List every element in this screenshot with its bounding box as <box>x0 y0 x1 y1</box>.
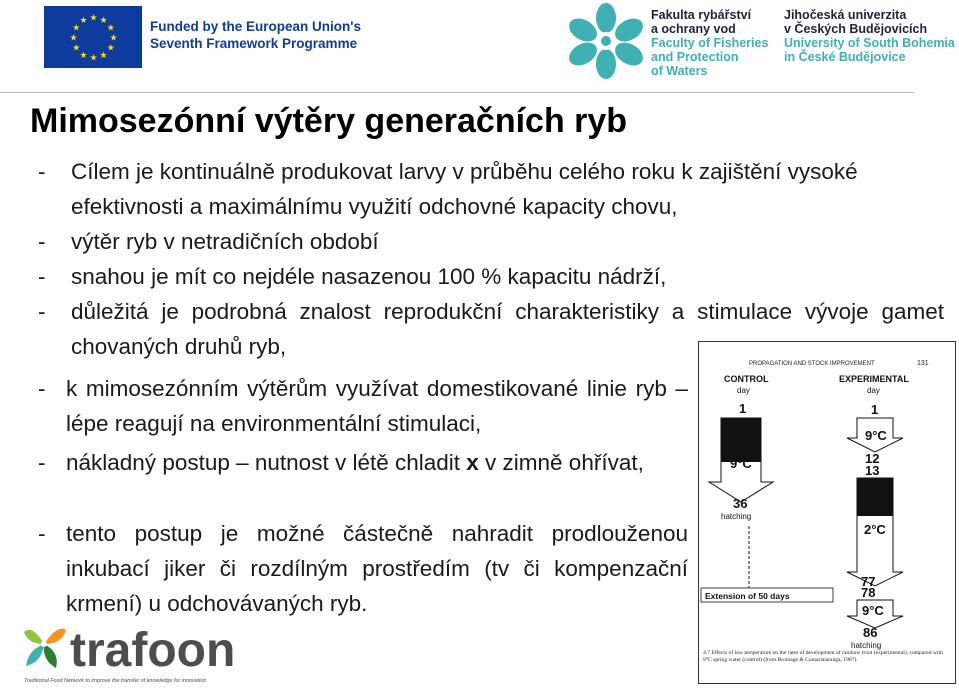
experimental-dark-band <box>857 478 893 516</box>
frov-flower-logo <box>566 2 646 80</box>
bullet-4-text: důležitá je podrobná znalost reprodukční charakteristiky a stimulace vývoje gamet chovaných druhů ryb, <box>71 299 944 359</box>
eu-star-icon: ★ <box>79 16 88 27</box>
figure-caption: 4.7 Effects of low temperature on the rates of development of rainbow trout (experimental), compared with 9°C spring water (control) (from Bromage & Cumaranatunga, 1987). <box>703 650 943 663</box>
jcu-line-3: University of South Bohemia <box>784 36 955 50</box>
bullet-5-text: k mimosezónním výtěrům využívat domestikované linie ryb – lépe reagují na environmentální stimulaci, <box>66 376 688 436</box>
trafoon-wordmark: trafoon <box>70 624 236 677</box>
bullet-6-text <box>38 445 688 480</box>
frov-line-1: Fakulta rybářství <box>651 8 752 22</box>
frov-line-3: Faculty of Fisheries <box>651 36 769 50</box>
figure-page-number: 131 <box>917 360 929 367</box>
bullet-2 <box>38 224 944 259</box>
bullet-6-text-pre: nákladný postup – nutnost v létě chladit <box>66 450 467 475</box>
eu-star-icon: ★ <box>79 50 88 61</box>
slide-title: Mimosezónní výtěry generačních ryb <box>30 102 628 140</box>
eu-star-icon: ★ <box>109 33 118 44</box>
bullet-dash: - <box>38 450 46 475</box>
temperature-development-figure <box>698 341 956 684</box>
header-divider <box>0 92 914 93</box>
experimental-day-78: 78 <box>861 585 876 600</box>
frov-line-5: of Waters <box>651 64 708 78</box>
bullet-7-text: tento postup je možné částečně nahradit prodlouženou inkubací jiker či rozdílným prostředím (tv či kompenzační krmení) u odchovávaných ryb. <box>66 521 688 616</box>
frov-faculty-text <box>651 8 768 78</box>
experimental-temp-3: 9°C <box>862 603 884 618</box>
experimental-start-day: 1 <box>871 402 879 417</box>
eu-star-icon: ★ <box>89 13 98 24</box>
bullet-6-text-post: v zimně ohřívat, <box>478 450 644 475</box>
eu-flag-logo <box>44 6 142 68</box>
control-start-day: 1 <box>739 401 747 416</box>
bullet-6-bold-x: x <box>466 450 479 475</box>
experimental-hatching: hatching <box>851 641 882 650</box>
eu-star-icon: ★ <box>69 33 78 44</box>
frov-line-2: a ochrany vod <box>651 22 736 36</box>
experimental-day-label: day <box>867 386 880 395</box>
bullet-dash: - <box>38 521 46 546</box>
eu-star-icon: ★ <box>106 43 115 54</box>
experimental-day-13: 13 <box>865 463 880 478</box>
experimental-label: EXPERIMENTAL <box>839 374 909 384</box>
bullet-1 <box>38 154 944 224</box>
bullet-dash: - <box>38 264 46 289</box>
frov-line-4: and Protection <box>651 50 739 64</box>
bullet-3-text: snahou je mít co nejdéle nasazenou 100 % kapacitu nádrží, <box>71 264 667 289</box>
bullet-dash: - <box>38 229 46 254</box>
experimental-day-77: 77 <box>861 574 876 589</box>
figure-header: PROPAGATION AND STOCK IMPROVEMENT <box>749 361 875 367</box>
experimental-temp-2: 2°C <box>864 522 886 537</box>
experimental-end-day: 86 <box>863 625 878 640</box>
eu-star-icon: ★ <box>99 16 108 27</box>
control-day-label: day <box>737 386 750 395</box>
eu-star-icon: ★ <box>106 23 115 34</box>
eu-funding-text <box>150 18 361 52</box>
jcu-line-4: in České Budějovice <box>784 50 906 64</box>
bullet-1-text: Cílem je kontinuálně produkovat larvy v průběhu celého roku k zajištění vysoké efektivnosti a maximálnímu využití odchovné kapacity chovu, <box>71 159 858 219</box>
bullet-7 <box>38 516 688 621</box>
extension-label: Extension of 50 days <box>705 591 790 601</box>
bullet-5 <box>38 371 688 441</box>
trafoon-leaf-icon <box>24 629 66 668</box>
control-label: CONTROL <box>724 374 769 384</box>
control-hatching: hatching <box>721 512 752 521</box>
trafoon-logo <box>22 622 322 684</box>
control-temp: 9°C <box>730 456 752 471</box>
bullet-dash: - <box>38 299 46 324</box>
bullet-dash: - <box>38 376 46 401</box>
eu-star-icon: ★ <box>72 43 81 54</box>
eu-text-line-1: Funded by the European Union's <box>150 19 361 34</box>
eu-text-line-2: Seventh Framework Programme <box>150 36 358 51</box>
eu-star-icon: ★ <box>89 53 98 64</box>
jcu-line-2: v Českých Budějovicích <box>784 22 928 36</box>
control-end-day: 36 <box>733 496 748 511</box>
bullet-dash: - <box>38 159 46 184</box>
jcu-line-1: Jihočeská univerzita <box>784 8 907 22</box>
bullet-2-text: výtěr ryb v netradičních období <box>71 229 379 254</box>
experimental-temp-1: 9°C <box>865 428 887 443</box>
jcu-university-text <box>784 8 955 64</box>
bullet-3 <box>38 259 944 294</box>
trafoon-tagline: Traditional Food Network to improve the transfer of knowledge for innovation <box>24 678 207 684</box>
bullet-6 <box>38 445 688 480</box>
eu-star-icon: ★ <box>99 50 108 61</box>
eu-star-icon: ★ <box>72 23 81 34</box>
experimental-day-12: 12 <box>865 451 880 466</box>
